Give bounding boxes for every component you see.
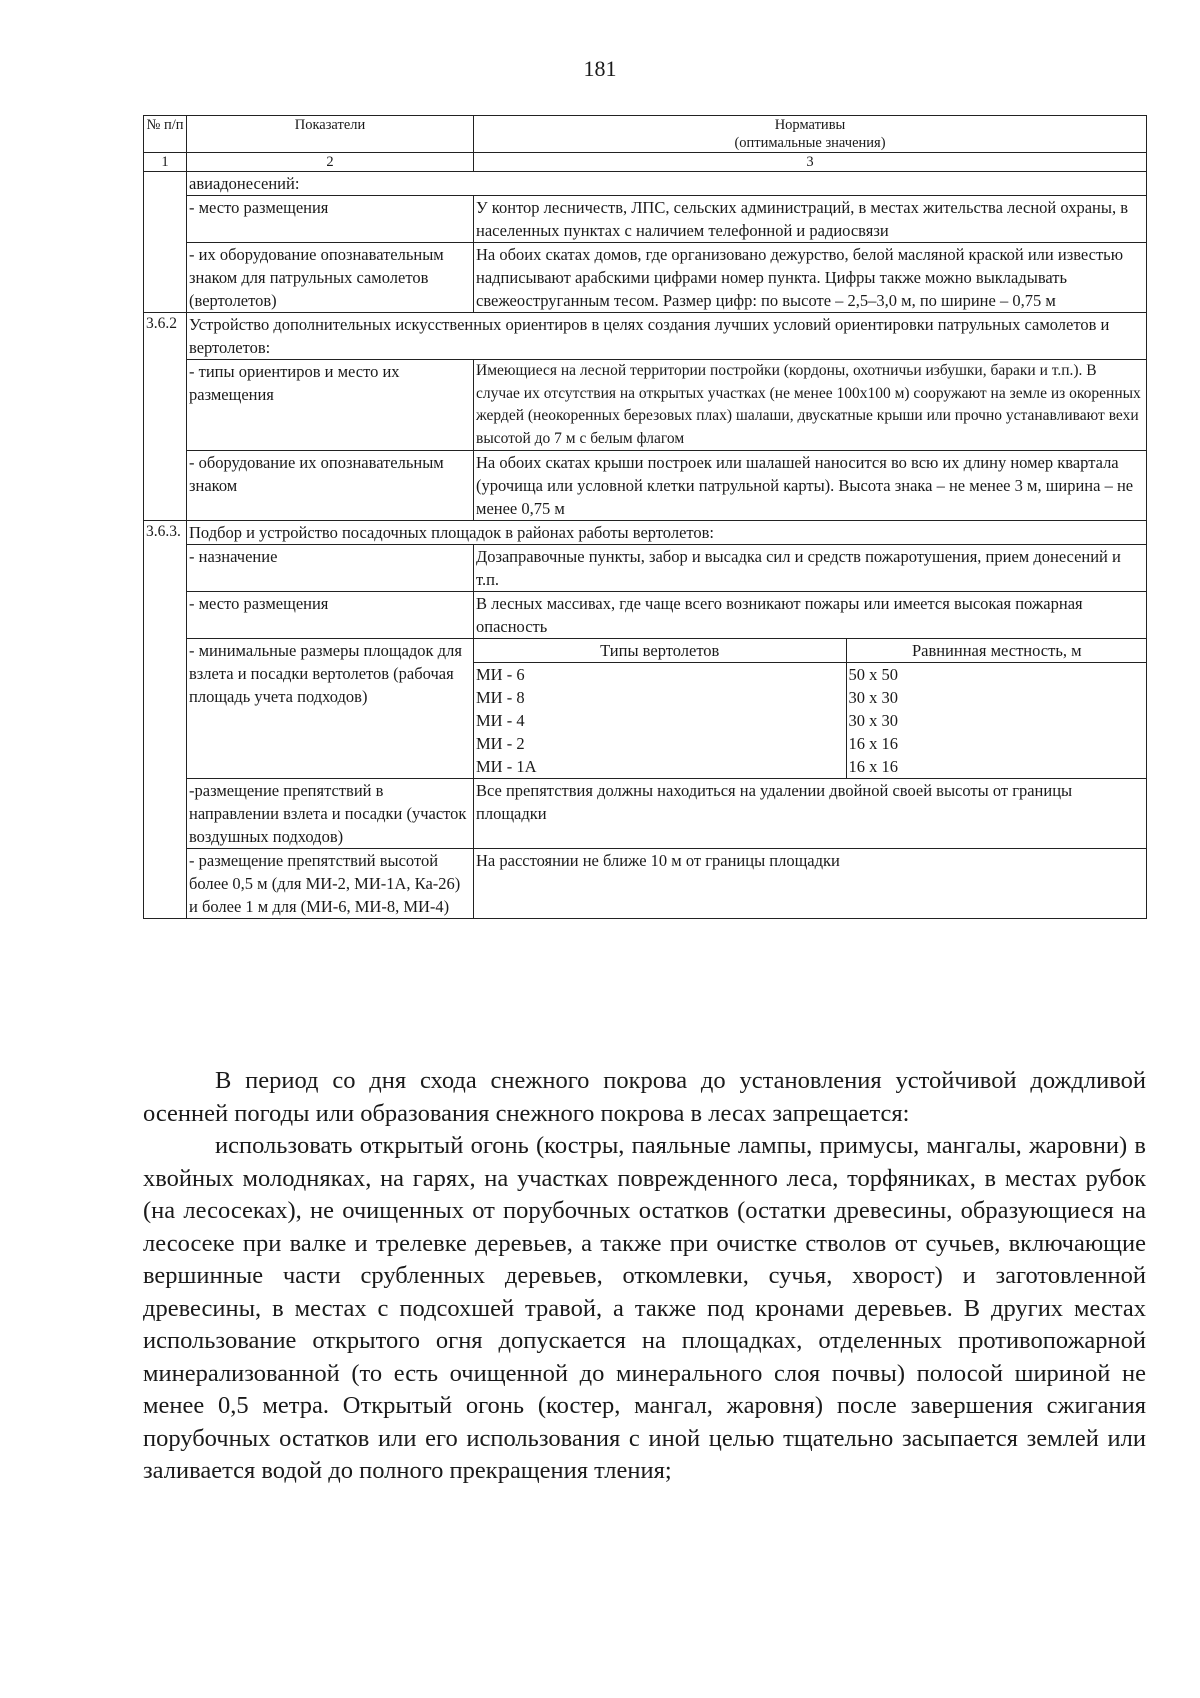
helicopter-type-header: Типы вертолетов [474,639,846,663]
table-row [144,779,1147,849]
norm-cell: Имеющиеся на лесной территории постройки (кордоны, охотничьи избушки, бараки и т.п.). В случае их отсутствия на открытых участках (не менее 100х100 м) сооружают на земле из окоренных жердей (неокоренных березовых плах) шалаши, двускатные крыши или прочно устанавливают вехи высотой до 7 м с белым флагом [474,360,1147,451]
header-indicators: Показатели [187,116,474,153]
helicopter-row [474,686,1147,709]
norm-cell: На расстоянии не ближе 10 м от границы площадки [474,849,1147,919]
helicopter-row [474,709,1147,732]
col-number: 2 [187,153,474,172]
norm-cell: На обоих скатах домов, где организовано дежурство, белой масляной краской или известью надписывают арабскими цифрами номер пункта. Цифры также можно выкладывать свежеоструганным тесом. Размер цифр: по высоте – 2,5–3,0 м, по ширине – 0,75 м [474,243,1147,313]
helicopter-type: МИ - 6 [474,663,846,687]
helicopter-row [474,755,1147,778]
col-number: 1 [144,153,187,172]
helicopter-size: 16 х 16 [848,734,898,753]
helicopter-size: 50 х 50 [848,665,898,684]
indicator-cell: - минимальные размеры площадок для взлета и посадки вертолетов (рабочая площадь учета подходов) [187,639,474,779]
section-heading: авиадонесений: [187,172,1147,196]
indicator-cell: - место размещения [187,196,474,243]
norms-table [143,115,1147,919]
indicator-cell: - назначение [187,545,474,592]
norm-cell: В лесных массивах, где чаще всего возникают пожары или имеется высокая пожарная опасность [474,592,1147,639]
header-num: № п/п [144,116,187,153]
paragraph: использовать открытый огонь (костры, паяльные лампы, примусы, мангалы, жаровни) в хвойных молодняках, на гарях, на участках поврежденного леса, торфяниках, в местах рубок (на лесосеках), не очищенных от порубочных остатков (остатки древесины, образующиеся на лесосеке при валке и трелевке деревьев, а также при очистке стволов от сучьев, включающие вершинные части срубленных деревьев, откомлевки, сучья, хворост) и заготовленной древесины, в местах с подсохшей травой, а также под кронами деревьев. В других местах использование открытого огня допускается на площадках, отделенных противопожарной минерализованной (то есть очищенной до минерального слоя почвы) полосой шириной не менее 0,5 метра. Открытый огонь (костер, мангал, жаровня) после завершения сжигания порубочных остатков или его использования с иной целью тщательно засыпается землей или заливается водой до полного прекращения тления; [143,1132,1146,1484]
table-row [144,521,1147,545]
column-numbers-row [144,153,1147,172]
section-heading: Подбор и устройство посадочных площадок в районах работы вертолетов: [187,521,1147,545]
header-norms [474,116,1147,153]
helicopter-table-header [474,639,1147,663]
helicopter-table-cell [474,639,1147,779]
table-row [144,545,1147,592]
table-row [144,243,1147,313]
paragraph: В период со дня схода снежного покрова до установления устойчивой дождливой осенней погоды или образования снежного покрова в лесах запрещается: [143,1067,1146,1127]
table-row [144,313,1147,360]
norm-cell: У контор лесничеств, ЛПС, сельских администраций, в местах жительства лесной охраны, в населенных пунктах с наличием телефонной и радиосвязи [474,196,1147,243]
row-num [144,172,187,313]
indicator-cell: -размещение препятствий в направлении взлета и посадки (участок воздушных подходов) [187,779,474,849]
norm-cell: На обоих скатах крыши построек или шалашей наносится во всю их длину номер квартала (урочища или условной клетки патрульной карты). Высота знака – не менее 3 м, ширина – не менее 0,75 м [474,451,1147,521]
helicopter-table [474,639,1147,778]
helicopter-row [474,663,1147,687]
table-row [144,592,1147,639]
col-number: 3 [474,153,1147,172]
norm-cell: Все препятствия должны находиться на удалении двойной своей высоты от границы площадки [474,779,1147,849]
table-header-row [144,116,1147,153]
helicopter-size: 30 х 30 [848,688,898,707]
table-row [144,172,1147,196]
helicopter-row [474,732,1147,755]
section-heading: Устройство дополнительных искусственных ориентиров в целях создания лучших условий ориентировки патрульных самолетов и вертолетов: [187,313,1147,360]
table-row [144,639,1147,779]
page-number: 181 [583,56,617,81]
indicator-cell: - оборудование их опознавательным знаком [187,451,474,521]
helicopter-size-header: Равнинная местность, м [846,639,1147,663]
helicopter-type: МИ - 4 [474,709,846,732]
norm-cell: Дозаправочные пункты, забор и высадка сил и средств пожаротушения, прием донесений и т.п. [474,545,1147,592]
header-norms-title: Нормативы [774,117,846,133]
helicopter-type: МИ - 1А [474,755,846,778]
indicator-cell: - размещение препятствий высотой более 0,5 м (для МИ-2, МИ-1А, Ка-26) и более 1 м для (МИ-6, МИ-8, МИ-4) [187,849,474,919]
row-num: 3.6.2 [144,313,187,521]
helicopter-size: 16 х 16 [848,757,898,776]
helicopter-size: 30 х 30 [848,711,898,730]
header-norms-subtitle: (оптимальные значения) [734,135,886,151]
table-row [144,451,1147,521]
indicator-cell: - типы ориентиров и место их размещения [187,360,474,451]
table-row [144,849,1147,919]
indicator-cell: - их оборудование опознавательным знаком для патрульных самолетов (вертолетов) [187,243,474,313]
helicopter-type: МИ - 2 [474,732,846,755]
table-row [144,360,1147,451]
table-row [144,196,1147,243]
body-text [143,1065,1146,1488]
row-num: 3.6.3. [144,521,187,919]
helicopter-type: МИ - 8 [474,686,846,709]
indicator-cell: - место размещения [187,592,474,639]
